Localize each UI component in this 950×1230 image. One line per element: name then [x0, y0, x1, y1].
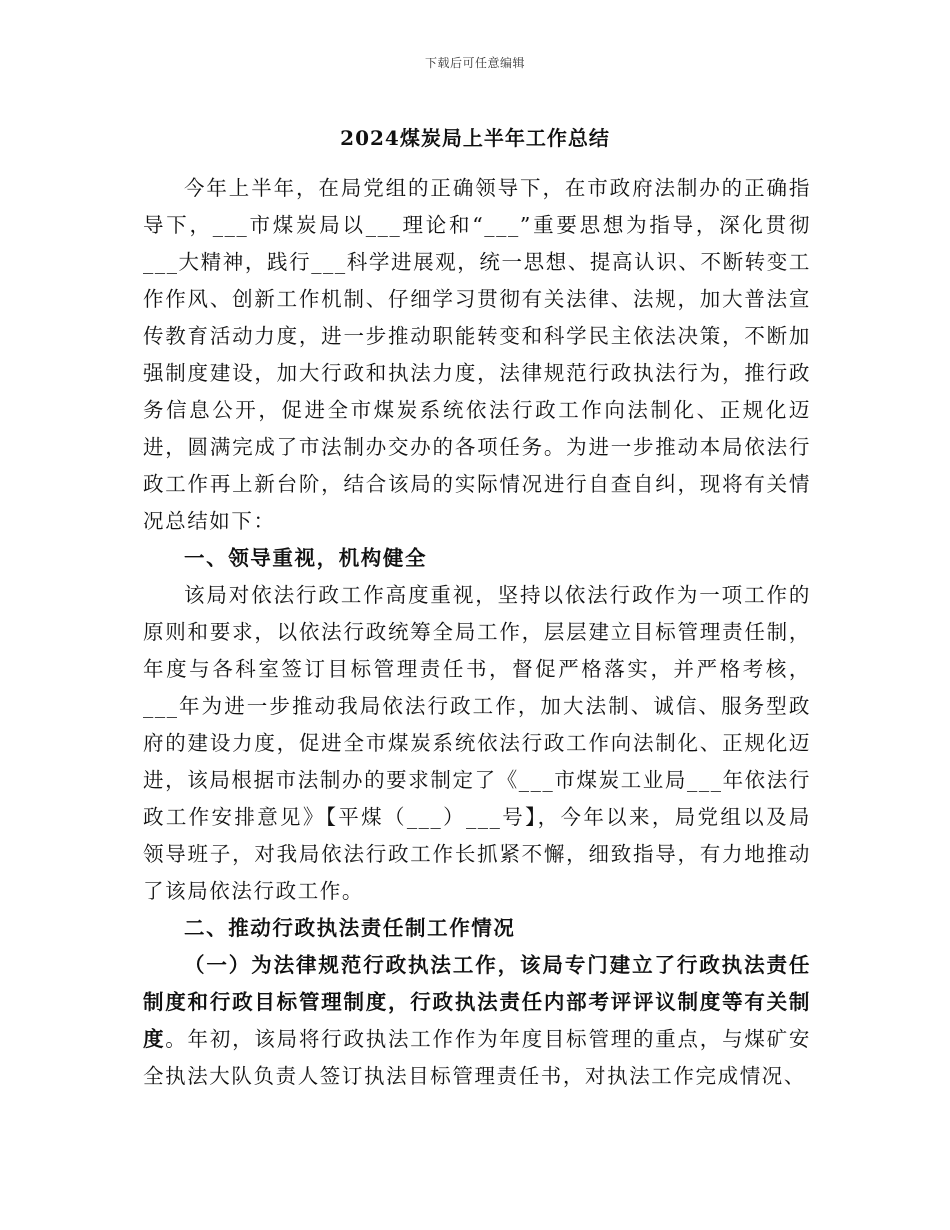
section-heading-2: 二、推动行政执法责任制工作情况	[184, 916, 516, 940]
header-note: 下载后可任意编辑	[424, 56, 525, 70]
paragraph-responsibility	[143, 947, 811, 1095]
document-title: 2024煤炭局上半年工作总结	[340, 126, 610, 150]
paragraph-leadership: 该局对依法行政工作高度重视，坚持以依法行政作为一项工作的原则和要求，以依法行政统筹全局工作，层层建立目标管理责任制，年度与各科室签订目标管理责任书，督促严格落实，并严格考核，___年为进一步推动我局依法行政工作，加大法制、诚信、服务型政府的建设力度，促进全市煤炭系统依法行政工作向法制化、正规化迈进，该局根据市法制办的要求制定了《___市煤炭工业局___年依法行政工作安排意见》【平煤（___）___号】，今年以来，局党组以及局领导班子，对我局依法行政工作长抓紧不懈，细致指导，有力地推动了该局依法行政工作。	[143, 583, 811, 903]
document-body	[143, 170, 811, 1095]
paragraph-responsibility-text: 。年初，该局将行政执法工作作为年度目标管理的重点，与煤矿安全执法大队负责人签订执法目标管理责任书，对执法工作完成情况、	[143, 1027, 811, 1088]
paragraph-intro: 今年上半年，在局党组的正确领导下，在市政府法制办的正确指导下，___市煤炭局以___理论和“___”重要思想为指导，深化贯彻___大精神，践行___科学进展观，统一思想、提高认识、不断转变工作作风、创新工作机制、仔细学习贯彻有关法律、法规，加大普法宣传教育活动力度，进一步推动职能转变和科学民主依法决策，不断加强制度建设，加大行政和执法力度，法律规范行政执法行为，推行政务信息公开，促进全市煤炭系统依法行政工作向法制化、正规化迈进，圆满完成了市法制办交办的各项任务。为进一步推动本局依法行政工作再上新台阶，结合该局的实际情况进行自查自纠，现将有关情况总结如下：	[143, 176, 811, 533]
section-heading-1: 一、领导重视，机构健全	[184, 546, 428, 570]
paragraph-responsibility-bold: （一）为法律规范行政执法工作，该局专门建立了行政执法责任制度和行政目标管理制度，行政执法责任内部考评评议制度等有关制度	[143, 953, 811, 1051]
